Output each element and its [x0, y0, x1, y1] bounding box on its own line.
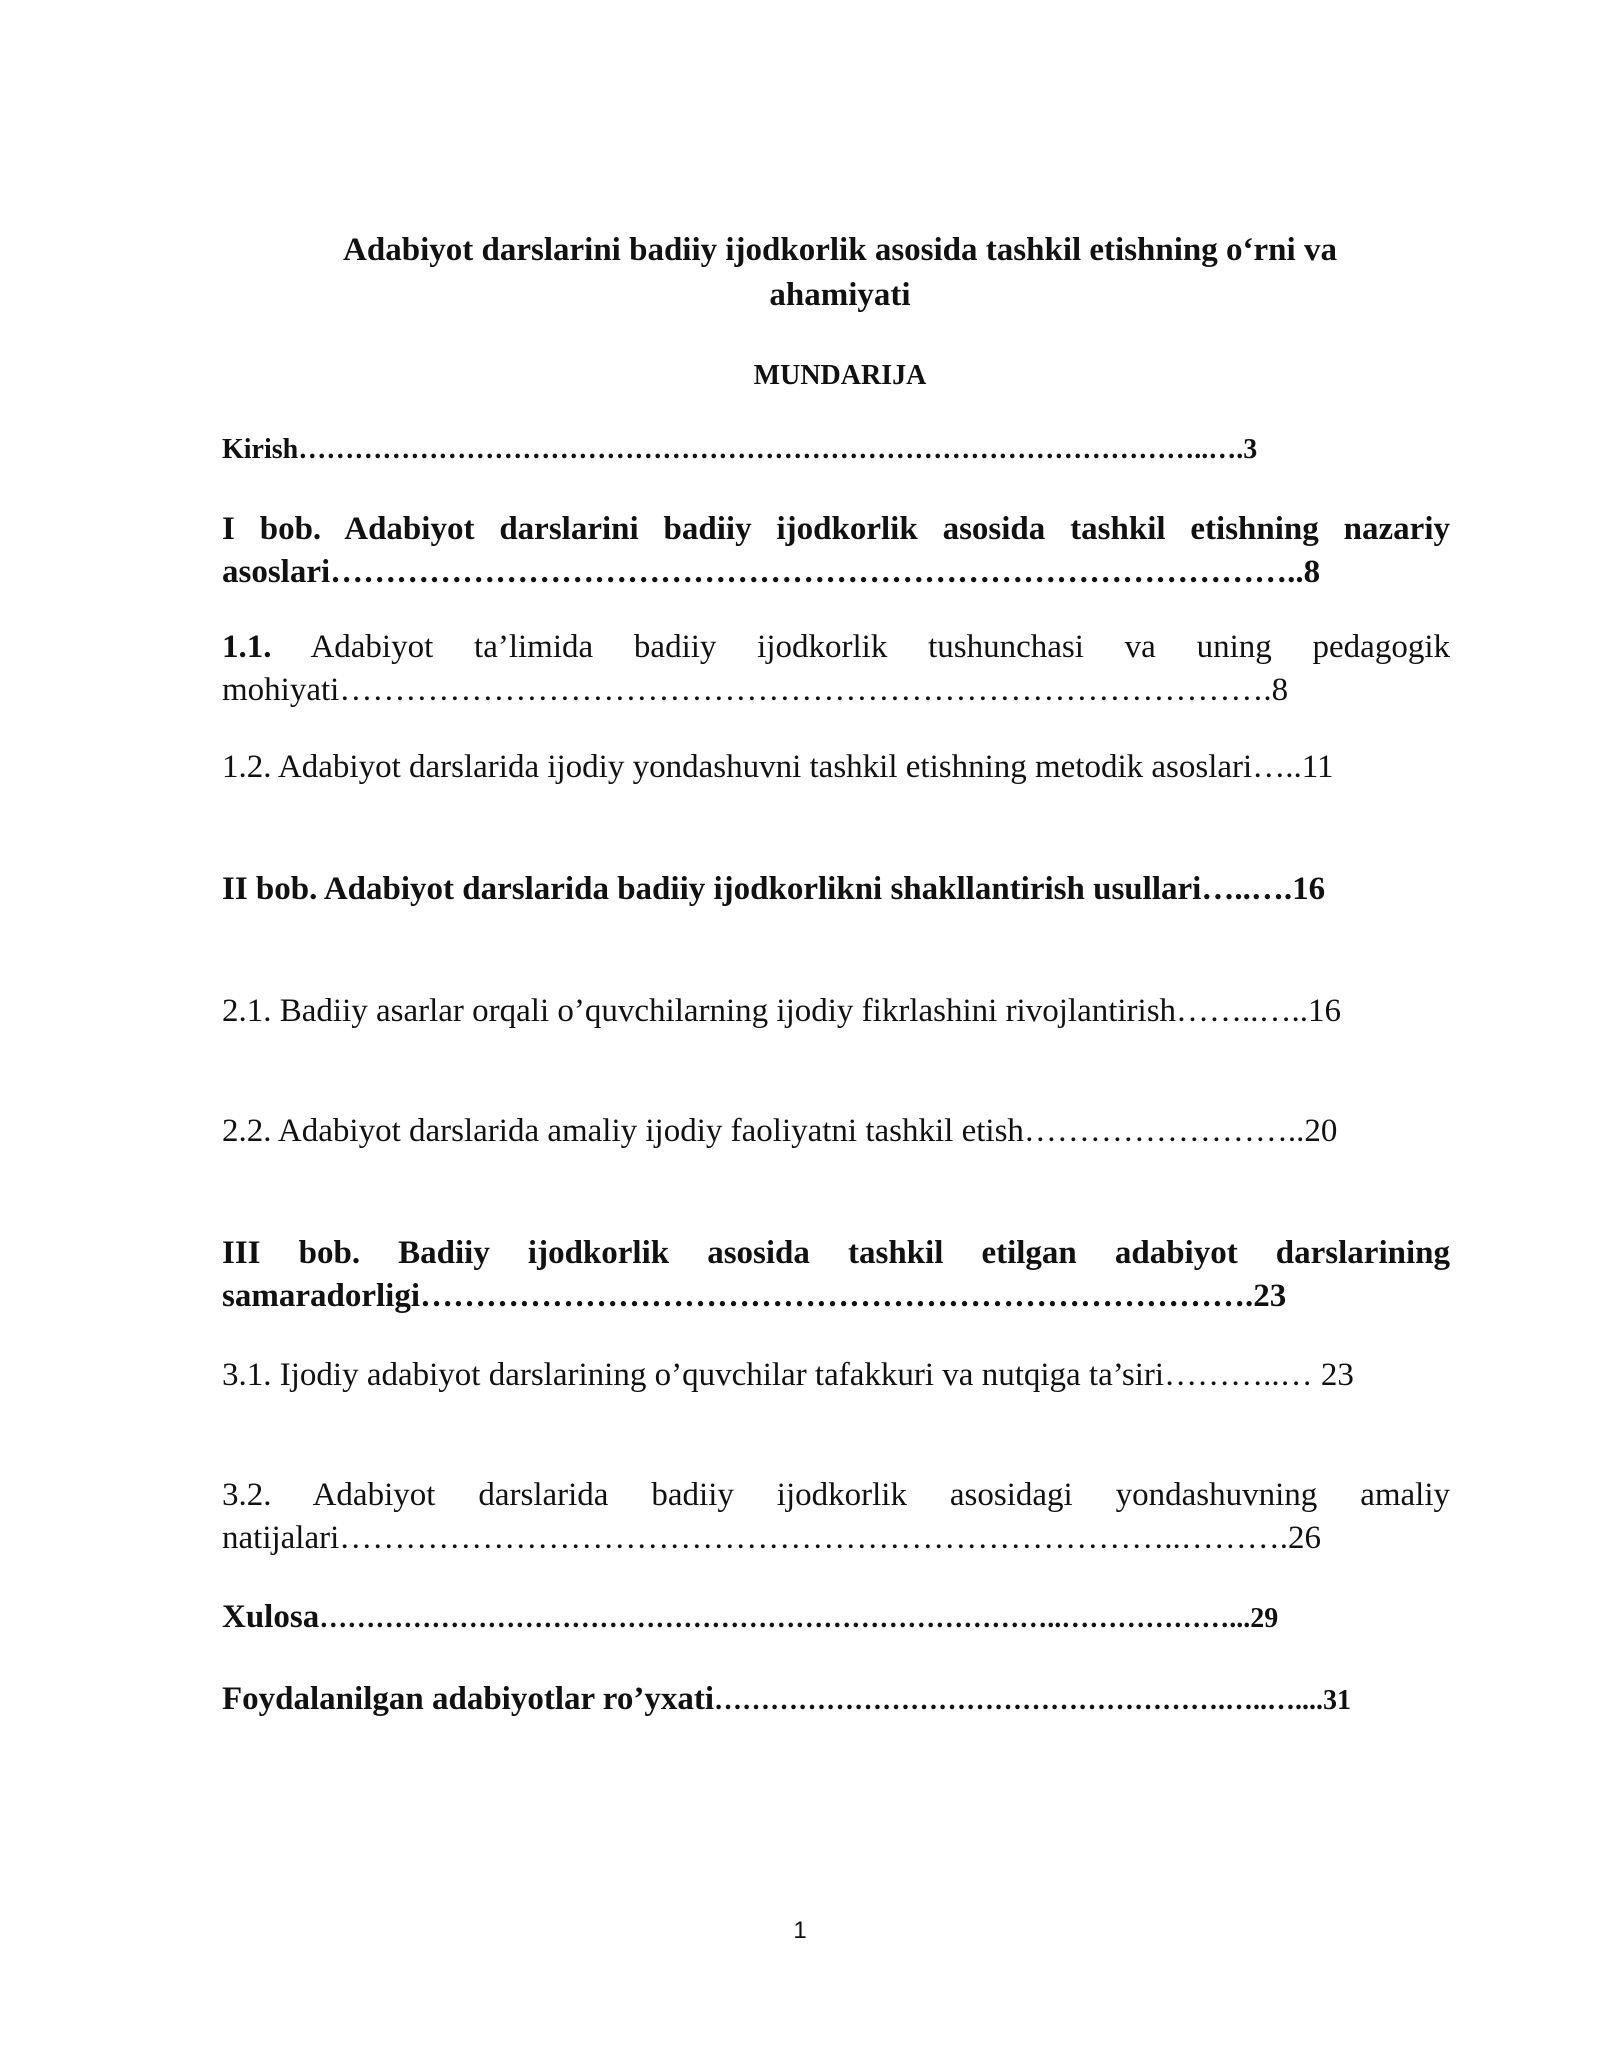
section-number: 1.1. — [222, 629, 272, 665]
entry-leader-and-page: ……………………………………………….…..…....31 — [714, 1685, 1352, 1716]
toc-entry-section-1-2: 1.2. Adabiyot darslarida ijodiy yondashuvni tashkil etishning metodik asoslari…..11 — [222, 749, 1334, 785]
toc-entry-section-3-2: 3.2. Adabiyot darslarida badiiy ijodkorlik asosidagi yondashuvning amaliy natijalari…………………………………………………………………..……….26 — [222, 1477, 1450, 1556]
toc-heading: MUNDARIJA — [753, 360, 927, 391]
toc-entry-section-2-1: 2.1. Badiiy asarlar orqali o’quvchilarning ijodiy fikrlashini rivojlantirish……..…..16 — [222, 993, 1342, 1029]
table-of-contents — [222, 0, 1450, 2070]
entry-label: Xulosa — [222, 1599, 320, 1635]
toc-entry-adabiyotlar — [222, 1678, 1450, 1722]
toc-entry-section-1-1 — [222, 626, 1450, 712]
toc-entry-section-2-2: 2.2. Adabiyot darslarida amaliy ijodiy faoliyatni tashkil etish……………………..20 — [222, 1113, 1338, 1149]
document-title: Adabiyot darslarini badiiy ijodkorlik asosida tashkil etishning o‘rni va ahamiyati — [343, 232, 1337, 313]
toc-entry-chapter-3: III bob. Badiiy ijodkorlik asosida tashkil etilgan adabiyot darslarining samaradorligi………………………………………………………………….23 — [222, 1235, 1450, 1314]
entry-label: Foydalanilgan adabiyotlar ro’yxati — [222, 1681, 715, 1717]
toc-entry-chapter-1: I bob. Adabiyot darslarini badiiy ijodkorlik asosida tashkil etishning nazariy asoslari……………………………………………………………………………..8 — [222, 511, 1450, 590]
toc-entry-chapter-2: II bob. Adabiyot darslarida badiiy ijodkorlikni shakllantirish usullari…..….16 — [222, 871, 1326, 907]
section-title: Adabiyot ta’limida badiiy ijodkorlik tushunchasi va uning pedagogik mohiyati………………………………………………………………………….8 — [222, 629, 1450, 708]
toc-entry-section-3-1: 3.1. Ijodiy adabiyot darslarining o’quvchilar tafakkuri va nutqiga ta’siri………..… 23 — [222, 1357, 1354, 1393]
toc-entry-xulosa — [222, 1596, 1450, 1640]
entry-leader-and-page: ……………………………………………………………………..………………...29 — [319, 1603, 1279, 1634]
page-number: 1 — [793, 1917, 807, 1944]
toc-entry-kirish: Kirish……………………………………………………………………………………..….3 — [222, 434, 1258, 465]
